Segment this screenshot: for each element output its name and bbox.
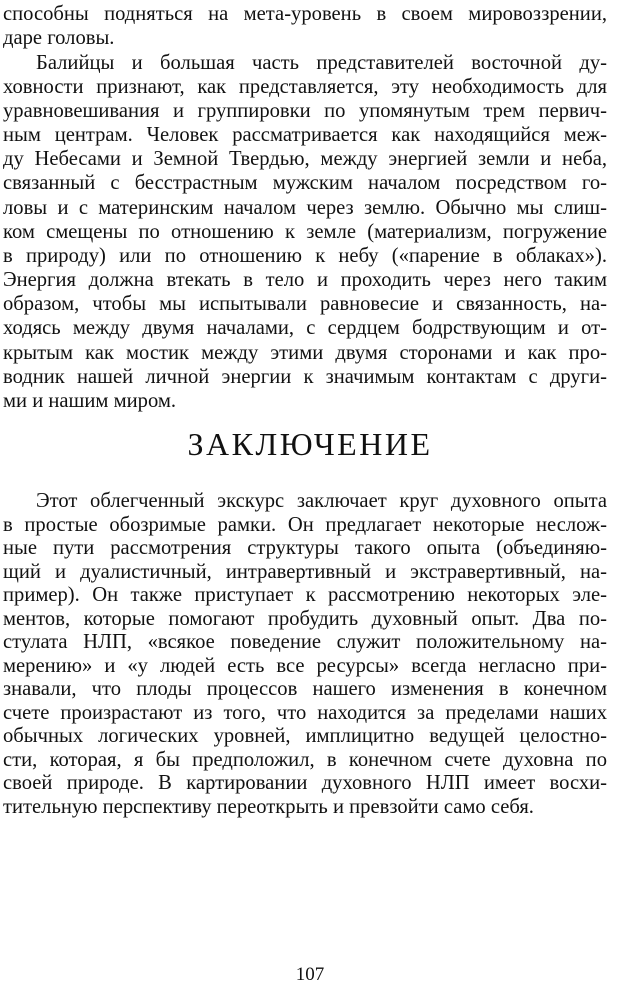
text-line: сти, которая, я бы предположил, в конечном счете духовна по — [3, 748, 607, 771]
text-line: пример). Он также приступает к рассмотрению некоторых эле- — [3, 584, 607, 607]
text-line: крытым как мостик между этими двумя сторонами и как про- — [3, 341, 607, 364]
text-line: ные пути рассмотрения структуры такого опыта (объединяю- — [3, 537, 607, 560]
text-line: связанный с бесстрастным мужским началом посредством го- — [3, 172, 607, 195]
text-line: Энергия должна втекать в тело и проходить через него таким — [3, 269, 607, 292]
section-heading: ЗАКЛЮЧЕНИЕ — [187, 426, 433, 462]
text-line: тительную перспективу переоткрыть и превзойти само себя. — [3, 796, 534, 818]
text-line: ловы и с материнским началом через землю. Обычно мы слиш- — [3, 196, 607, 219]
text-line: ментов, которые помогают пробудить духовный опыт. Два по- — [3, 607, 607, 630]
text-line: водник нашей личной энергии к значимым контактам с други- — [3, 365, 607, 388]
text-line: ходясь между двумя началами, с сердцем бодрствующим и от- — [3, 317, 607, 340]
text-line: ным центрам. Человек рассматривается как находящийся меж- — [3, 124, 607, 147]
text-line: Балийцы и большая часть представителей восточной ду- — [36, 51, 607, 74]
text-line: в простые обозримые рамки. Он предлагает некоторые неслож- — [3, 513, 607, 536]
text-line: ду Небесами и Земной Твердью, между энергией земли и неба, — [3, 148, 607, 171]
text-line: даре головы. — [3, 27, 115, 50]
text-line: ми и нашим миром. — [3, 390, 177, 412]
text-line: знавали, что плоды процессов нашего изменения в конечном — [3, 678, 607, 701]
text-line: ком смещены по отношению к земле (материализм, погружение — [3, 220, 607, 243]
page-number: 107 — [295, 964, 325, 985]
text-line: уравновешивания и группировки по упомянутым трем первич- — [3, 99, 607, 122]
text-line: стулата НЛП, «всякое поведение служит положительному на- — [3, 631, 607, 654]
text-line: ховности признают, как представляется, эту необходимость для — [3, 75, 607, 98]
text-line: счете произрастают из того, что находится за пределами наших — [3, 701, 607, 724]
text-line: мерению» и «у людей есть все ресурсы» всегда негласно при- — [3, 654, 607, 677]
text-line: в природу) или по отношению к небу («парение в облаках»). — [3, 244, 607, 267]
text-line: Этот облегченный экскурс заключает круг духовного опыта — [36, 490, 607, 512]
text-line: щий и дуалистичный, интравертивный и экстравертивный, на- — [3, 560, 607, 583]
text-line: способны подняться на мета-уровень в своем мировоззрении, — [3, 3, 607, 26]
text-line: своей природе. В картировании духовного НЛП имеет восхи- — [3, 772, 607, 795]
text-line: образом, чтобы мы испытывали равновесие и связанность, на- — [3, 293, 607, 316]
text-line: обычных логических уровней, имплицитно ведущей целостно- — [3, 725, 607, 748]
